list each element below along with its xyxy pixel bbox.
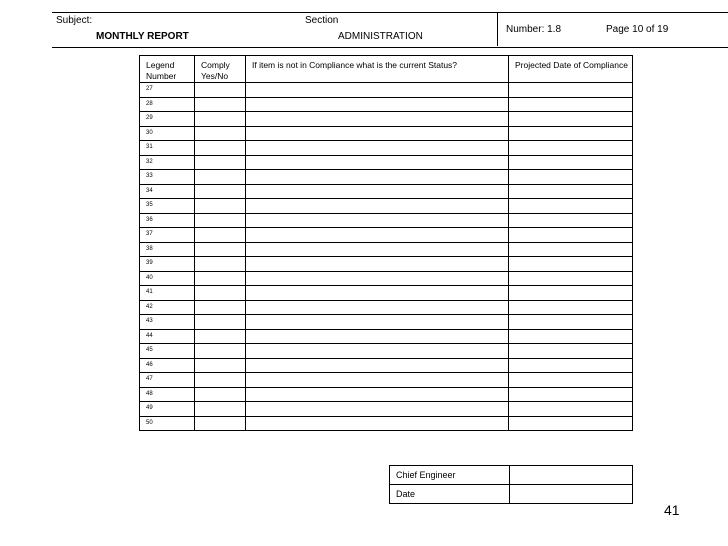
projected-date-cell[interactable] xyxy=(509,228,633,243)
legend-number-cell: 29 xyxy=(140,112,195,127)
comply-cell[interactable] xyxy=(195,387,246,402)
legend-number-cell: 50 xyxy=(140,416,195,431)
legend-number-cell: 48 xyxy=(140,387,195,402)
table-row xyxy=(140,155,633,170)
column-header: Legend Number xyxy=(140,56,195,83)
projected-date-cell[interactable] xyxy=(509,83,633,98)
compliance-table xyxy=(139,55,633,431)
legend-number-cell: 40 xyxy=(140,271,195,286)
comply-cell[interactable] xyxy=(195,83,246,98)
projected-date-cell[interactable] xyxy=(509,257,633,272)
signoff-row xyxy=(390,485,633,504)
comply-cell[interactable] xyxy=(195,257,246,272)
status-cell[interactable] xyxy=(246,329,509,344)
chief-engineer-label: Chief Engineer xyxy=(390,466,510,485)
projected-date-cell[interactable] xyxy=(509,300,633,315)
comply-cell[interactable] xyxy=(195,286,246,301)
comply-cell[interactable] xyxy=(195,126,246,141)
legend-number-cell: 30 xyxy=(140,126,195,141)
table-row xyxy=(140,141,633,156)
status-cell[interactable] xyxy=(246,387,509,402)
status-cell[interactable] xyxy=(246,213,509,228)
legend-number-cell: 49 xyxy=(140,402,195,417)
comply-cell[interactable] xyxy=(195,344,246,359)
legend-number-cell: 45 xyxy=(140,344,195,359)
status-cell[interactable] xyxy=(246,155,509,170)
legend-number-cell: 43 xyxy=(140,315,195,330)
status-cell[interactable] xyxy=(246,402,509,417)
table-row xyxy=(140,257,633,272)
column-header: Projected Date of Compliance xyxy=(509,56,633,83)
projected-date-cell[interactable] xyxy=(509,286,633,301)
table-row xyxy=(140,329,633,344)
table-row xyxy=(140,344,633,359)
projected-date-cell[interactable] xyxy=(509,155,633,170)
status-cell[interactable] xyxy=(246,300,509,315)
comply-cell[interactable] xyxy=(195,358,246,373)
comply-cell[interactable] xyxy=(195,402,246,417)
table-row xyxy=(140,213,633,228)
date-label: Date xyxy=(390,485,510,504)
document-number: Number: 1.8 xyxy=(506,24,562,35)
projected-date-cell[interactable] xyxy=(509,373,633,388)
status-cell[interactable] xyxy=(246,112,509,127)
projected-date-cell[interactable] xyxy=(509,358,633,373)
table-row xyxy=(140,315,633,330)
subject-label: Subject: xyxy=(56,15,93,26)
table-row xyxy=(140,373,633,388)
table-row xyxy=(140,228,633,243)
comply-cell[interactable] xyxy=(195,228,246,243)
section-label: Section xyxy=(305,15,339,26)
comply-cell[interactable] xyxy=(195,97,246,112)
column-header: Comply Yes/No xyxy=(195,56,246,83)
projected-date-cell[interactable] xyxy=(509,344,633,359)
comply-cell[interactable] xyxy=(195,242,246,257)
legend-number-cell: 34 xyxy=(140,184,195,199)
status-cell[interactable] xyxy=(246,141,509,156)
status-cell[interactable] xyxy=(246,344,509,359)
table-row xyxy=(140,170,633,185)
comply-cell[interactable] xyxy=(195,329,246,344)
header-divider xyxy=(497,12,498,46)
comply-cell[interactable] xyxy=(195,155,246,170)
status-cell[interactable] xyxy=(246,416,509,431)
projected-date-cell[interactable] xyxy=(509,112,633,127)
table-row xyxy=(140,387,633,402)
table-row xyxy=(140,83,633,98)
table-row xyxy=(140,300,633,315)
legend-number-cell: 36 xyxy=(140,213,195,228)
table-row xyxy=(140,358,633,373)
legend-number-cell: 37 xyxy=(140,228,195,243)
projected-date-cell[interactable] xyxy=(509,387,633,402)
projected-date-cell[interactable] xyxy=(509,199,633,214)
comply-cell[interactable] xyxy=(195,315,246,330)
projected-date-cell[interactable] xyxy=(509,126,633,141)
table-row xyxy=(140,416,633,431)
status-cell[interactable] xyxy=(246,358,509,373)
status-cell[interactable] xyxy=(246,315,509,330)
status-cell[interactable] xyxy=(246,228,509,243)
legend-number-cell: 47 xyxy=(140,373,195,388)
legend-number-cell: 35 xyxy=(140,199,195,214)
signoff-row xyxy=(390,466,633,485)
projected-date-cell[interactable] xyxy=(509,141,633,156)
status-cell[interactable] xyxy=(246,242,509,257)
projected-date-cell[interactable] xyxy=(509,402,633,417)
legend-number-cell: 31 xyxy=(140,141,195,156)
status-cell[interactable] xyxy=(246,286,509,301)
status-cell[interactable] xyxy=(246,184,509,199)
column-header: If item is not in Compliance what is the current Status? xyxy=(246,56,509,83)
table-row xyxy=(140,242,633,257)
comply-cell[interactable] xyxy=(195,300,246,315)
status-cell[interactable] xyxy=(246,257,509,272)
slide-number: 41 xyxy=(664,502,680,518)
status-cell[interactable] xyxy=(246,126,509,141)
status-cell[interactable] xyxy=(246,170,509,185)
legend-number-cell: 44 xyxy=(140,329,195,344)
legend-number-cell: 28 xyxy=(140,97,195,112)
projected-date-cell[interactable] xyxy=(509,329,633,344)
table-row xyxy=(140,402,633,417)
status-cell[interactable] xyxy=(246,373,509,388)
projected-date-cell[interactable] xyxy=(509,315,633,330)
comply-cell[interactable] xyxy=(195,170,246,185)
page-indicator: Page 10 of 19 xyxy=(606,24,669,35)
legend-number-cell: 42 xyxy=(140,300,195,315)
table-row xyxy=(140,126,633,141)
projected-date-cell[interactable] xyxy=(509,416,633,431)
comply-cell[interactable] xyxy=(195,373,246,388)
projected-date-cell[interactable] xyxy=(509,170,633,185)
comply-cell[interactable] xyxy=(195,199,246,214)
legend-number-cell: 46 xyxy=(140,358,195,373)
table-row xyxy=(140,199,633,214)
section-value: ADMINISTRATION xyxy=(338,31,423,42)
legend-number-cell: 33 xyxy=(140,170,195,185)
projected-date-cell[interactable] xyxy=(509,184,633,199)
status-cell[interactable] xyxy=(246,97,509,112)
comply-cell[interactable] xyxy=(195,416,246,431)
legend-number-cell: 41 xyxy=(140,286,195,301)
table-row xyxy=(140,112,633,127)
projected-date-cell[interactable] xyxy=(509,242,633,257)
legend-number-cell: 39 xyxy=(140,257,195,272)
table-header-row xyxy=(140,56,633,83)
status-cell[interactable] xyxy=(246,199,509,214)
table-row xyxy=(140,271,633,286)
legend-number-cell: 32 xyxy=(140,155,195,170)
legend-number-cell: 27 xyxy=(140,83,195,98)
table-row xyxy=(140,184,633,199)
comply-cell[interactable] xyxy=(195,213,246,228)
comply-cell[interactable] xyxy=(195,271,246,286)
projected-date-cell[interactable] xyxy=(509,213,633,228)
chief-engineer-field[interactable] xyxy=(510,466,633,485)
status-cell[interactable] xyxy=(246,83,509,98)
projected-date-cell[interactable] xyxy=(509,271,633,286)
signoff-table xyxy=(389,465,633,504)
date-field[interactable] xyxy=(510,485,633,504)
table-row xyxy=(140,97,633,112)
comply-cell[interactable] xyxy=(195,112,246,127)
comply-cell[interactable] xyxy=(195,141,246,156)
projected-date-cell[interactable] xyxy=(509,97,633,112)
status-cell[interactable] xyxy=(246,271,509,286)
comply-cell[interactable] xyxy=(195,184,246,199)
legend-number-cell: 38 xyxy=(140,242,195,257)
subject-value: MONTHLY REPORT xyxy=(96,31,189,42)
table-row xyxy=(140,286,633,301)
